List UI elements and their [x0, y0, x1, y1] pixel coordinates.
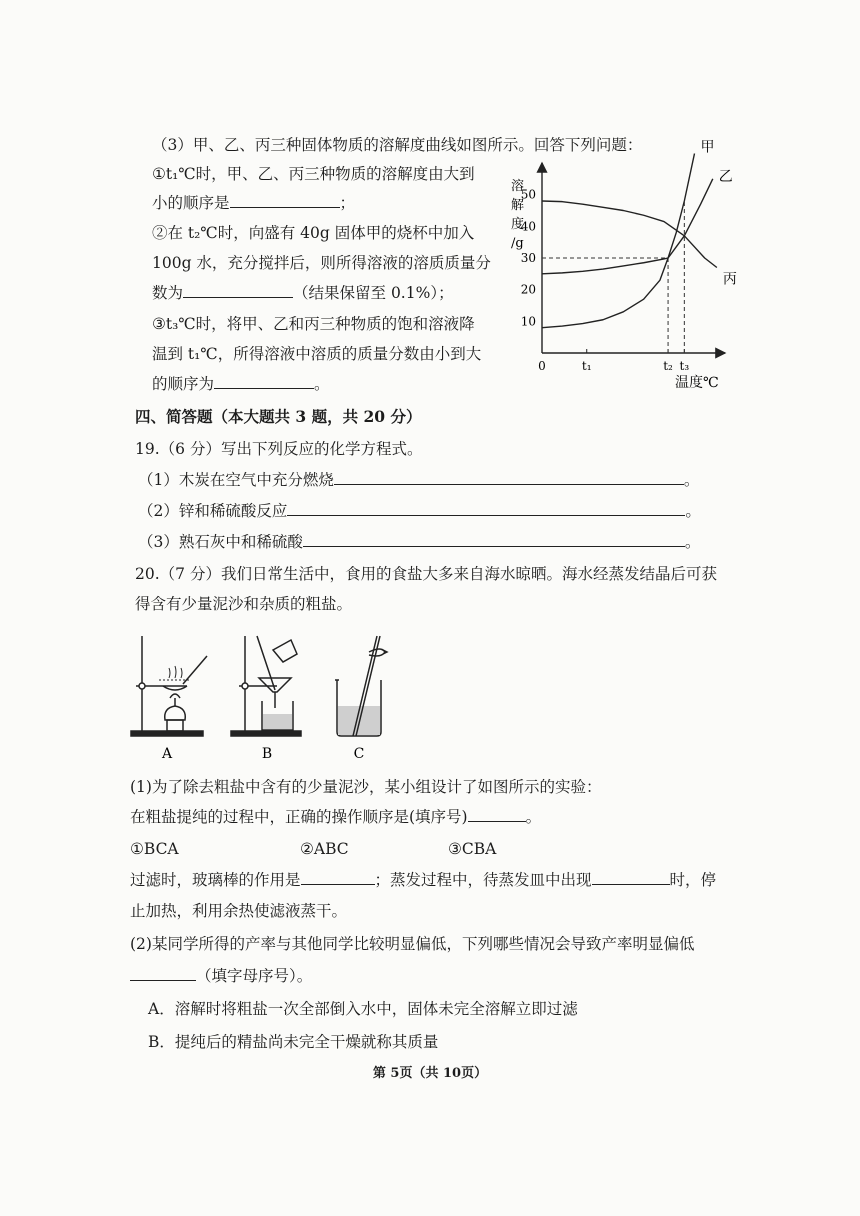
q18-3-sub1-line2: [152, 192, 355, 214]
experiment-apparatus-figure: [125, 628, 415, 768]
answer-blank-q19-1[interactable]: [334, 469, 684, 485]
q20-option-1: ①BCA: [130, 840, 179, 858]
apparatus-b-filtration: [231, 636, 301, 736]
q20-option-a: A．溶解时将粗盐一次全部倒入水中，固体未完全溶解立即过滤: [148, 1000, 578, 1018]
q18-3-sub2-suffix: （结果保留至 0.1%）；: [293, 284, 454, 302]
answer-blank-q19-2[interactable]: [287, 500, 685, 516]
q18-3-sub1-suffix: ；: [339, 194, 356, 212]
q18-3-sub2-line2: 100g 水，充分搅拌后，则所得溶液的溶质质量分: [152, 254, 491, 272]
q18-3-intro: （3）甲、乙、丙三种固体物质的溶解度曲线如图所示。回答下列问题：: [152, 136, 643, 154]
q20-part2-line-2-text: （填字母序号）。: [196, 967, 313, 985]
x-tick-label: t₁: [581, 359, 592, 373]
apparatus-a-evaporation: [131, 636, 207, 736]
figure-label-b: B: [261, 746, 273, 762]
q20-option-2: ②ABC: [300, 840, 349, 858]
q20-part1-question-text: 在粗盐提纯的过程中，正确的操作顺序是(填序号): [130, 808, 468, 826]
solubility-curve-0: [542, 154, 695, 328]
page-footer: 第 5页（共 10页）: [372, 1066, 488, 1081]
q18-3-sub3-suffix: 。: [314, 375, 330, 393]
origin-label: 0: [538, 359, 546, 373]
q20-line-2: 得含有少量泥沙和杂质的粗盐。: [135, 595, 353, 613]
q19-item-2-text: （2）锌和稀硫酸反应: [138, 502, 288, 520]
q18-3-sub2-line1: ②在 t₂℃时，向盛有 40g 固体甲的烧杯中加入: [152, 224, 475, 242]
q20-part2-line-2: [130, 965, 312, 987]
x-tick-label: t₃: [679, 359, 690, 373]
q18-3-sub1-line1: ①t₁℃时，甲、乙、丙三种物质的溶解度由大到: [152, 165, 475, 183]
q19-title: 19.（6 分）写出下列反应的化学方程式。: [135, 440, 423, 458]
y-tick-label: 10: [520, 314, 536, 329]
q20-filter-text-c: 时，停: [669, 871, 717, 889]
x-tick-label: t₂: [663, 359, 673, 373]
answer-blank-glass-rod[interactable]: [301, 869, 375, 885]
q20-option-b: B．提纯后的精盐尚未完全干燥就称其质量: [148, 1033, 439, 1051]
y-tick-label: 20: [520, 282, 536, 297]
y-axis-label-char: /g: [511, 236, 524, 251]
q19-item-2: [138, 500, 701, 522]
series-label-2: 丙: [722, 271, 737, 288]
y-axis-label-char: 度: [511, 217, 525, 232]
q20-filter-line: [130, 869, 716, 891]
x-axis-label: 温度℃: [675, 375, 719, 391]
q19-item-1: [138, 469, 699, 491]
q20-filter-text-a: 过滤时，玻璃棒的作用是: [130, 871, 301, 889]
answer-blank-evaporation[interactable]: [592, 869, 670, 885]
q18-3-sub2-line3: [152, 282, 454, 304]
q20-part1-intro: (1)为了除去粗盐中含有的少量泥沙，某小组设计了如图所示的实验：: [130, 778, 602, 796]
y-tick-label: 50: [520, 187, 536, 202]
q20-filter-line-2: 止加热，利用余热使滤液蒸干。: [130, 902, 348, 920]
q19-item-3-end: 。: [684, 533, 701, 551]
q18-3-sub3-prefix: 的顺序为: [152, 375, 215, 393]
q20-part2-line-1: (2)某同学所得的产率与其他同学比较明显偏低，下列哪些情况会导致产率明显偏低: [130, 935, 695, 953]
series-label-1: 乙: [718, 168, 733, 185]
solubility-curve-1: [542, 179, 713, 274]
figure-label-c: C: [353, 746, 365, 762]
q20-line-1: 20.（7 分）我们日常生活中，食用的食盐大多来自海水晾晒。海水经蒸发结晶后可获: [135, 565, 717, 583]
answer-blank-letters[interactable]: [130, 965, 196, 981]
series-label-0: 甲: [700, 139, 715, 156]
q19-item-1-text: （1）木炭在空气中充分燃烧: [138, 471, 334, 489]
q19-item-1-end: 。: [683, 471, 700, 489]
y-axis-label-char: 溶: [511, 179, 525, 194]
answer-blank-3[interactable]: [214, 373, 314, 389]
q19-item-2-end: 。: [685, 502, 701, 520]
figure-label-a: A: [161, 746, 173, 762]
q19-item-3: [138, 531, 700, 553]
y-axis-label-char: 解: [511, 198, 525, 213]
q18-3-sub2-prefix: 数为: [152, 284, 184, 302]
q18-3-sub1-prefix: 小的顺序是: [152, 194, 230, 212]
q20-part1-question: [130, 806, 541, 828]
q20-option-3: ③CBA: [448, 840, 497, 858]
apparatus-c-dissolving: [335, 636, 387, 736]
q18-3-sub3-line3: [152, 373, 330, 395]
q18-3-sub3-line2: 温到 t₁℃，所得溶液中溶质的质量分数由小到大: [152, 345, 482, 363]
q18-3-sub3-line1: ③t₃℃时，将甲、乙和丙三种物质的饱和溶液降: [152, 315, 475, 333]
solubility-chart: [505, 139, 745, 391]
answer-blank-order[interactable]: [468, 806, 526, 822]
q20-part1-question-end: 。: [525, 808, 542, 826]
answer-blank-1[interactable]: [230, 192, 340, 208]
y-tick-label: 30: [520, 251, 536, 265]
section-4-heading: 四、简答题（本大题共 3 题，共 20 分）: [135, 407, 422, 426]
q19-item-3-text: （3）熟石灰中和稀硫酸: [138, 533, 303, 551]
answer-blank-2[interactable]: [183, 282, 293, 298]
y-tick-label: 40: [520, 219, 536, 234]
q20-filter-text-b: ；蒸发过程中，待蒸发皿中出现: [374, 871, 592, 889]
answer-blank-q19-3[interactable]: [303, 531, 685, 547]
